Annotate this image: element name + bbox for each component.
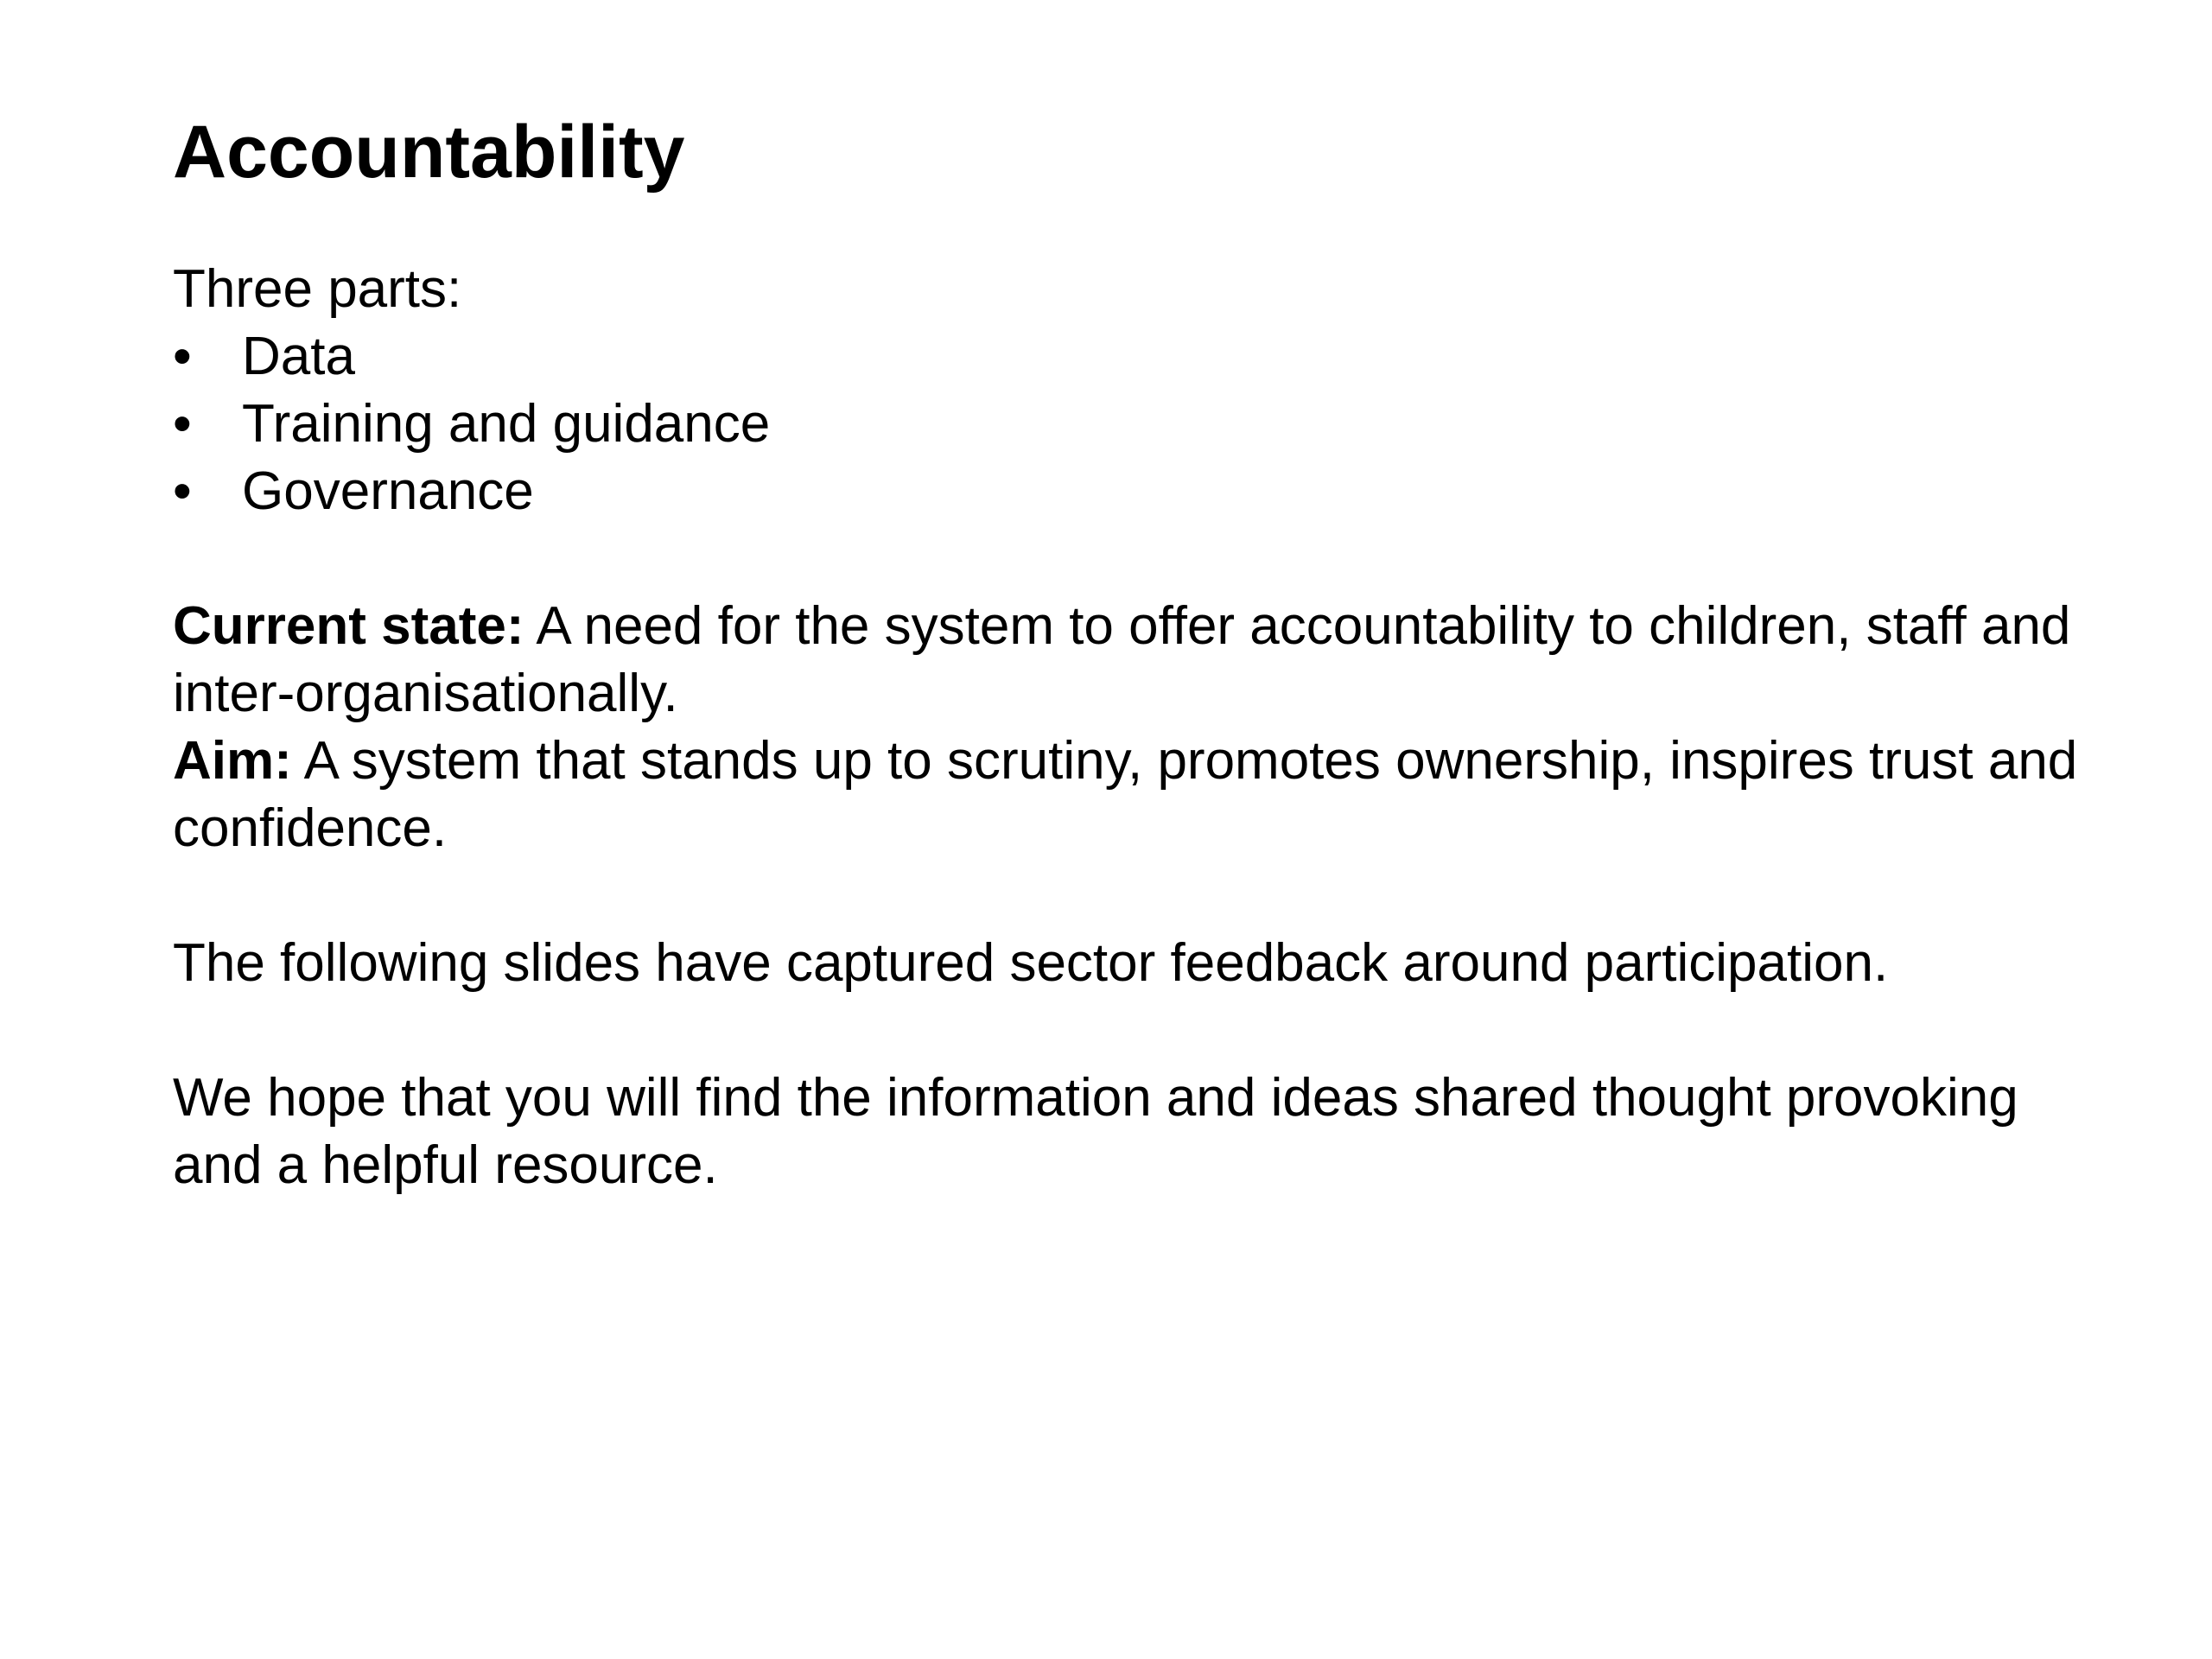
- list-item: [173, 323, 2108, 391]
- aim-label: Aim:: [173, 731, 292, 791]
- spacer: [173, 997, 2108, 1065]
- bullet-icon: •: [173, 394, 192, 454]
- aim-paragraph: [173, 728, 2108, 862]
- intro-text: Three parts:: [173, 259, 462, 319]
- aim-text: A system that stands up to scrutiny, promotes ownership, inspires trust and confidence.: [173, 731, 2078, 858]
- following-paragraph: The following slides have captured sector feedback around participation.: [173, 933, 1889, 993]
- list-item-text: Governance: [242, 461, 534, 521]
- current-state-text: A need for the system to offer accountability to children, staff and inter-organisationally.: [173, 596, 2071, 723]
- bullet-icon: •: [173, 461, 192, 521]
- slide-title: Accountability: [173, 111, 685, 194]
- list-item: [173, 458, 2108, 525]
- bullet-icon: •: [173, 327, 192, 386]
- parts-list: [173, 323, 2108, 525]
- list-item-text: Data: [242, 327, 355, 386]
- closing-paragraph: We hope that you will find the information and ideas shared thought provoking and a helpful resource.: [173, 1068, 2018, 1195]
- spacer: [173, 525, 2108, 593]
- current-state-label: Current state:: [173, 596, 524, 656]
- slide-body: [173, 256, 2108, 1199]
- spacer: [173, 862, 2108, 930]
- list-item: [173, 391, 2108, 458]
- current-state-paragraph: [173, 593, 2108, 728]
- list-item-text: Training and guidance: [242, 394, 771, 454]
